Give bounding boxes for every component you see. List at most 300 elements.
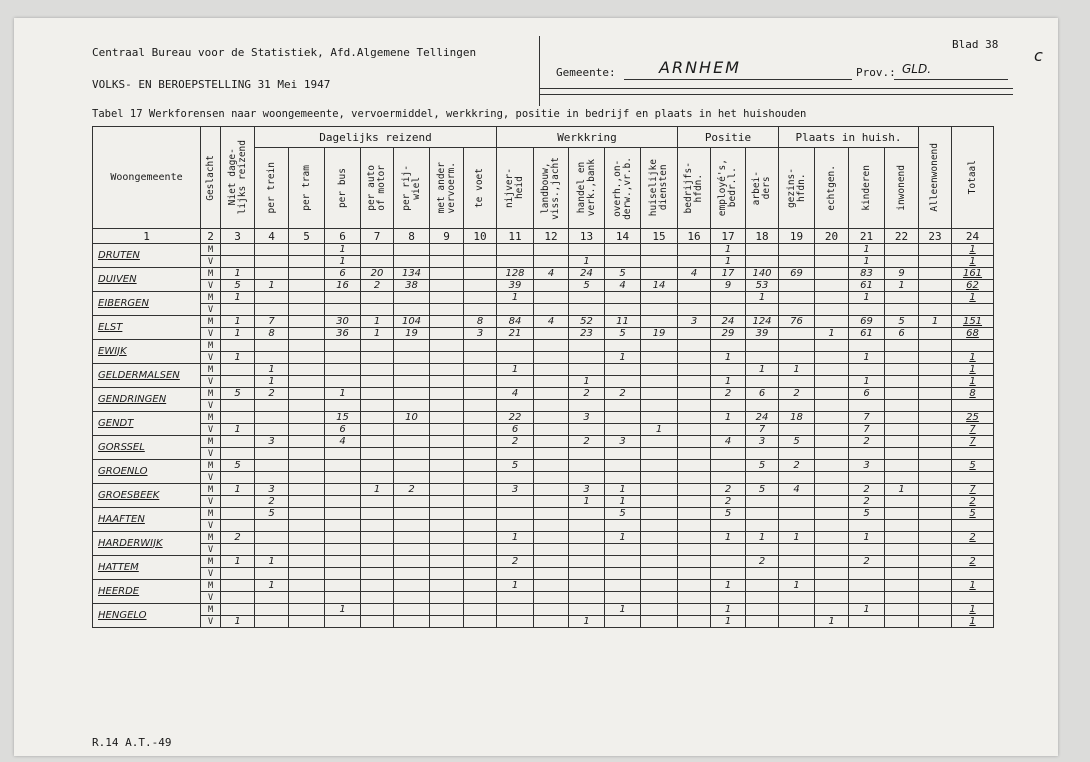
table-row: [93, 544, 994, 556]
value-cell: [361, 556, 394, 568]
table-row: [93, 436, 994, 448]
value-cell: [605, 556, 641, 568]
value-cell: [569, 460, 605, 472]
value-cell: [361, 532, 394, 544]
value-cell: 5: [711, 508, 746, 520]
value-cell: 14: [641, 280, 678, 292]
value-cell: [711, 556, 746, 568]
value-cell: 1: [605, 532, 641, 544]
group-positie: Positie: [678, 127, 779, 148]
prov-underline: [894, 79, 1008, 80]
sex-cell: M: [201, 412, 221, 424]
value-cell: [678, 532, 711, 544]
value-cell: [815, 400, 849, 412]
value-cell: [605, 520, 641, 532]
value-cell: [534, 508, 569, 520]
value-cell: [497, 472, 534, 484]
value-cell: [919, 328, 952, 340]
sex-cell: V: [201, 496, 221, 508]
value-cell: [289, 592, 325, 604]
value-cell: 7: [849, 424, 885, 436]
col-head-auto: per auto of motor: [361, 148, 394, 229]
value-cell: 140: [746, 268, 779, 280]
value-cell: [678, 376, 711, 388]
value-cell: [885, 508, 919, 520]
col-head-alleenwonend: Alleenwonend: [919, 127, 952, 229]
sex-cell: V: [201, 520, 221, 532]
value-cell: [361, 244, 394, 256]
table-row: [93, 388, 994, 400]
value-cell: 5: [779, 436, 815, 448]
value-cell: [534, 580, 569, 592]
value-cell: [430, 424, 464, 436]
value-cell: [289, 340, 325, 352]
col-head-geslacht: Geslacht: [201, 127, 221, 229]
col-head-trein: per trein: [255, 148, 289, 229]
value-cell: [255, 412, 289, 424]
value-cell: [361, 604, 394, 616]
value-cell: [641, 256, 678, 268]
value-cell: [361, 460, 394, 472]
value-cell: 1: [746, 292, 779, 304]
value-cell: [569, 400, 605, 412]
value-cell: [569, 580, 605, 592]
value-cell: [779, 328, 815, 340]
value-cell: [711, 400, 746, 412]
col-head-gezinshfdn: gezins- hfdn.: [779, 148, 815, 229]
value-cell: [534, 412, 569, 424]
value-cell: [289, 484, 325, 496]
value-cell: 4: [534, 316, 569, 328]
value-cell: [255, 616, 289, 628]
value-cell: [815, 340, 849, 352]
value-cell: [255, 472, 289, 484]
column-number: 8: [394, 229, 430, 244]
header-divider: [539, 36, 540, 106]
value-cell: [289, 436, 325, 448]
value-cell: 6: [497, 424, 534, 436]
total-cell: 1: [952, 256, 994, 268]
value-cell: 1: [497, 532, 534, 544]
value-cell: 2: [569, 388, 605, 400]
value-cell: [779, 244, 815, 256]
value-cell: 8: [464, 316, 497, 328]
table-row: [93, 304, 994, 316]
value-cell: [255, 460, 289, 472]
value-cell: [919, 484, 952, 496]
value-cell: 4: [605, 280, 641, 292]
total-cell: 62: [952, 280, 994, 292]
value-cell: [815, 316, 849, 328]
sex-cell: M: [201, 556, 221, 568]
value-cell: [325, 448, 361, 460]
value-cell: [746, 604, 779, 616]
value-cell: [534, 472, 569, 484]
value-cell: [919, 508, 952, 520]
value-cell: [849, 448, 885, 460]
total-cell: [952, 400, 994, 412]
value-cell: [885, 448, 919, 460]
table-row: [93, 364, 994, 376]
value-cell: [711, 292, 746, 304]
table-row: [93, 592, 994, 604]
value-cell: [815, 256, 849, 268]
value-cell: 1: [221, 556, 255, 568]
value-cell: 39: [497, 280, 534, 292]
value-cell: [885, 244, 919, 256]
value-cell: [849, 544, 885, 556]
value-cell: [919, 280, 952, 292]
value-cell: [815, 604, 849, 616]
value-cell: [464, 508, 497, 520]
value-cell: [885, 544, 919, 556]
value-cell: [605, 292, 641, 304]
value-cell: [394, 400, 430, 412]
value-cell: 4: [678, 268, 711, 280]
value-cell: [919, 520, 952, 532]
value-cell: [711, 460, 746, 472]
value-cell: [711, 568, 746, 580]
value-cell: 1: [255, 580, 289, 592]
total-cell: 2: [952, 556, 994, 568]
value-cell: [289, 544, 325, 556]
value-cell: [430, 376, 464, 388]
col-head-ander: met ander vervoerm.: [430, 148, 464, 229]
value-cell: [361, 400, 394, 412]
group-daily-travel: Dagelijks reizend: [255, 127, 497, 148]
value-cell: [394, 244, 430, 256]
value-cell: [221, 304, 255, 316]
value-cell: [221, 400, 255, 412]
value-cell: [289, 316, 325, 328]
value-cell: [464, 592, 497, 604]
value-cell: [885, 340, 919, 352]
total-cell: [952, 304, 994, 316]
value-cell: [746, 580, 779, 592]
municipality-name: HENGELO: [93, 604, 201, 628]
value-cell: [779, 508, 815, 520]
value-cell: [221, 508, 255, 520]
value-cell: [534, 352, 569, 364]
value-cell: 5: [221, 280, 255, 292]
municipality-name: GELDERMALSEN: [93, 364, 201, 388]
value-cell: [325, 544, 361, 556]
value-cell: 6: [325, 268, 361, 280]
sex-cell: M: [201, 292, 221, 304]
group-werkkring: Werkkring: [497, 127, 678, 148]
sex-cell: V: [201, 280, 221, 292]
value-cell: [815, 532, 849, 544]
total-cell: 2: [952, 496, 994, 508]
total-cell: 1: [952, 244, 994, 256]
value-cell: [361, 496, 394, 508]
value-cell: [221, 604, 255, 616]
value-cell: [641, 484, 678, 496]
value-cell: [289, 268, 325, 280]
column-number: 20: [815, 229, 849, 244]
value-cell: [746, 496, 779, 508]
value-cell: [605, 580, 641, 592]
value-cell: [464, 520, 497, 532]
value-cell: [641, 376, 678, 388]
column-number: 2: [201, 229, 221, 244]
value-cell: 1: [569, 256, 605, 268]
value-cell: [394, 292, 430, 304]
value-cell: [641, 412, 678, 424]
total-cell: 25: [952, 412, 994, 424]
prov-value: GLD.: [902, 62, 932, 76]
value-cell: [534, 544, 569, 556]
value-cell: 24: [569, 268, 605, 280]
value-cell: [430, 532, 464, 544]
col-head-echtgen: echtgen.: [815, 148, 849, 229]
value-cell: 1: [641, 424, 678, 436]
value-cell: [325, 496, 361, 508]
gemeente-value: ARNHEM: [659, 58, 741, 77]
value-cell: [394, 376, 430, 388]
value-cell: [746, 244, 779, 256]
value-cell: 1: [221, 316, 255, 328]
value-cell: [394, 580, 430, 592]
value-cell: 16: [325, 280, 361, 292]
column-number: 6: [325, 229, 361, 244]
value-cell: [255, 304, 289, 316]
column-number: 4: [255, 229, 289, 244]
value-cell: [534, 292, 569, 304]
value-cell: [289, 496, 325, 508]
value-cell: [815, 580, 849, 592]
value-cell: 1: [497, 292, 534, 304]
sex-cell: M: [201, 340, 221, 352]
col-head-bus: per bus: [325, 148, 361, 229]
value-cell: [815, 484, 849, 496]
value-cell: [569, 604, 605, 616]
value-cell: [885, 460, 919, 472]
column-number: 1: [93, 229, 201, 244]
value-cell: 4: [711, 436, 746, 448]
value-cell: 2: [497, 556, 534, 568]
total-cell: 1: [952, 352, 994, 364]
value-cell: [430, 436, 464, 448]
value-cell: 128: [497, 268, 534, 280]
value-cell: [464, 388, 497, 400]
col-head-kinderen: kinderen: [849, 148, 885, 229]
value-cell: [394, 424, 430, 436]
value-cell: [325, 400, 361, 412]
value-cell: [779, 292, 815, 304]
value-cell: [534, 328, 569, 340]
value-cell: [885, 616, 919, 628]
prov-label: Prov.:: [856, 66, 896, 79]
value-cell: [711, 592, 746, 604]
value-cell: [534, 484, 569, 496]
table-row: [93, 520, 994, 532]
value-cell: [221, 436, 255, 448]
value-cell: 2: [849, 436, 885, 448]
value-cell: 29: [711, 328, 746, 340]
value-cell: [641, 340, 678, 352]
value-cell: [746, 592, 779, 604]
value-cell: 1: [221, 616, 255, 628]
value-cell: [605, 304, 641, 316]
value-cell: [394, 256, 430, 268]
value-cell: 3: [678, 316, 711, 328]
value-cell: [746, 376, 779, 388]
value-cell: 3: [497, 484, 534, 496]
value-cell: [919, 424, 952, 436]
value-cell: 1: [746, 532, 779, 544]
value-cell: [815, 424, 849, 436]
value-cell: [497, 508, 534, 520]
value-cell: 2: [255, 496, 289, 508]
value-cell: 1: [885, 280, 919, 292]
value-cell: [815, 304, 849, 316]
table-row: [93, 256, 994, 268]
value-cell: 2: [394, 484, 430, 496]
value-cell: [394, 508, 430, 520]
value-cell: [361, 340, 394, 352]
value-cell: [678, 352, 711, 364]
value-cell: [746, 304, 779, 316]
value-cell: [255, 340, 289, 352]
value-cell: [849, 364, 885, 376]
value-cell: [919, 580, 952, 592]
value-cell: [289, 520, 325, 532]
value-cell: [569, 532, 605, 544]
value-cell: [464, 424, 497, 436]
value-cell: [641, 568, 678, 580]
sex-cell: V: [201, 592, 221, 604]
value-cell: 3: [255, 484, 289, 496]
value-cell: [815, 268, 849, 280]
value-cell: [711, 448, 746, 460]
value-cell: 1: [746, 364, 779, 376]
value-cell: [430, 400, 464, 412]
value-cell: [919, 532, 952, 544]
value-cell: [815, 292, 849, 304]
value-cell: [919, 376, 952, 388]
value-cell: 76: [779, 316, 815, 328]
value-cell: 1: [569, 496, 605, 508]
table-row: [93, 448, 994, 460]
value-cell: 2: [849, 496, 885, 508]
table-row: [93, 292, 994, 304]
total-cell: 5: [952, 508, 994, 520]
value-cell: 1: [325, 604, 361, 616]
value-cell: [361, 508, 394, 520]
value-cell: [497, 352, 534, 364]
value-cell: 19: [641, 328, 678, 340]
value-cell: [394, 448, 430, 460]
value-cell: [221, 244, 255, 256]
value-cell: [430, 472, 464, 484]
value-cell: [605, 364, 641, 376]
value-cell: 10: [394, 412, 430, 424]
value-cell: [361, 616, 394, 628]
value-cell: [779, 448, 815, 460]
value-cell: 1: [779, 364, 815, 376]
value-cell: 9: [711, 280, 746, 292]
value-cell: [534, 592, 569, 604]
value-cell: [779, 616, 815, 628]
sex-cell: V: [201, 472, 221, 484]
value-cell: [919, 256, 952, 268]
value-cell: [779, 568, 815, 580]
value-cell: [605, 424, 641, 436]
value-cell: [325, 376, 361, 388]
value-cell: [325, 304, 361, 316]
value-cell: [641, 544, 678, 556]
value-cell: [497, 400, 534, 412]
value-cell: 124: [746, 316, 779, 328]
value-cell: 6: [849, 388, 885, 400]
column-number: 5: [289, 229, 325, 244]
value-cell: 1: [605, 352, 641, 364]
value-cell: [394, 388, 430, 400]
value-cell: [497, 376, 534, 388]
value-cell: 11: [605, 316, 641, 328]
value-cell: [885, 376, 919, 388]
value-cell: [289, 580, 325, 592]
value-cell: [815, 280, 849, 292]
value-cell: [464, 280, 497, 292]
sex-cell: M: [201, 580, 221, 592]
value-cell: 1: [255, 556, 289, 568]
value-cell: [464, 460, 497, 472]
col-head-inwonend: inwonend: [885, 148, 919, 229]
value-cell: [221, 580, 255, 592]
total-cell: 1: [952, 292, 994, 304]
value-cell: 5: [849, 508, 885, 520]
value-cell: [885, 472, 919, 484]
value-cell: [885, 520, 919, 532]
value-cell: [885, 304, 919, 316]
value-cell: [221, 592, 255, 604]
value-cell: [289, 292, 325, 304]
value-cell: 2: [779, 388, 815, 400]
value-cell: [394, 592, 430, 604]
value-cell: [394, 460, 430, 472]
value-cell: 1: [711, 616, 746, 628]
value-cell: [569, 304, 605, 316]
value-cell: 2: [779, 460, 815, 472]
value-cell: [221, 412, 255, 424]
value-cell: [779, 256, 815, 268]
value-cell: [885, 592, 919, 604]
table-row: [93, 616, 994, 628]
value-cell: [464, 244, 497, 256]
value-cell: 1: [221, 268, 255, 280]
value-cell: 2: [255, 388, 289, 400]
value-cell: [711, 472, 746, 484]
value-cell: [641, 508, 678, 520]
table-row: [93, 556, 994, 568]
value-cell: [464, 496, 497, 508]
value-cell: [497, 496, 534, 508]
column-number: 19: [779, 229, 815, 244]
value-cell: 53: [746, 280, 779, 292]
value-cell: 1: [711, 604, 746, 616]
value-cell: [325, 568, 361, 580]
value-cell: [641, 244, 678, 256]
value-cell: [394, 520, 430, 532]
total-cell: [952, 592, 994, 604]
value-cell: [815, 244, 849, 256]
column-number: 11: [497, 229, 534, 244]
value-cell: [221, 496, 255, 508]
sex-cell: M: [201, 244, 221, 256]
value-cell: [464, 376, 497, 388]
